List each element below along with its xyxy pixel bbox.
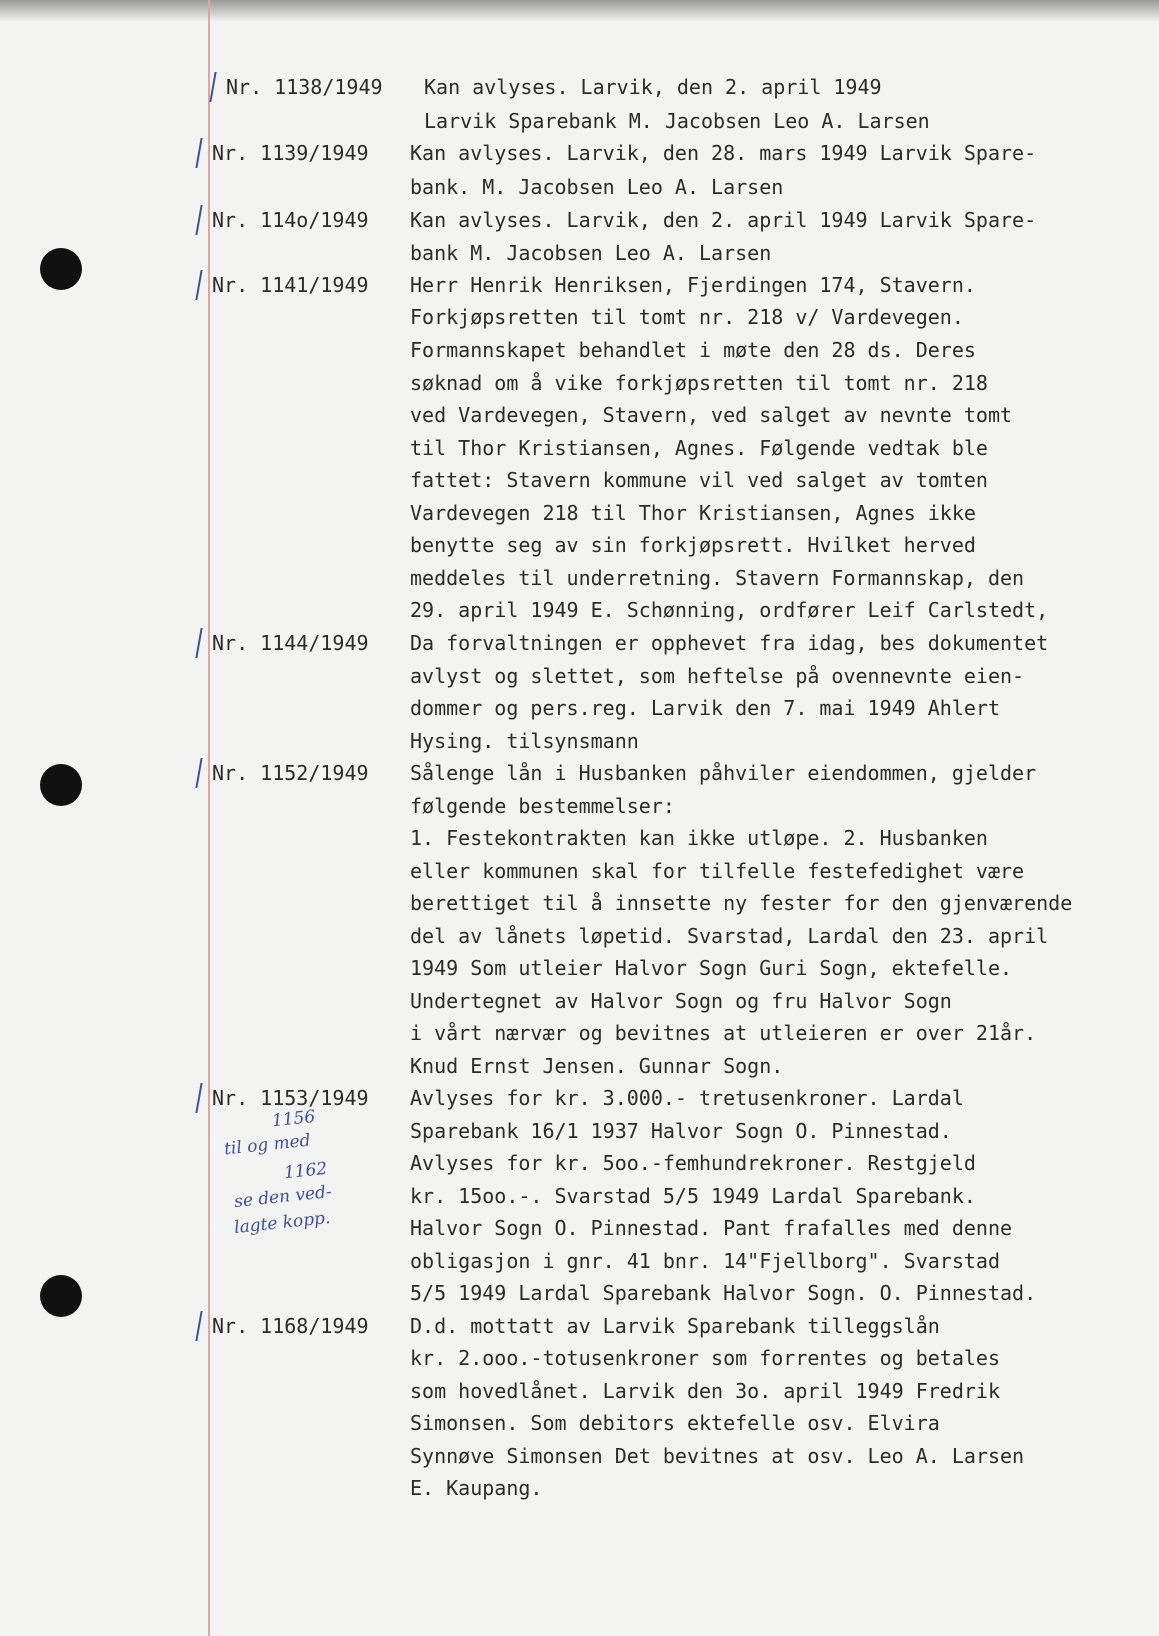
entry-number: Nr. 1141/1949: [212, 273, 369, 297]
entry-text-line: 5/5 1949 Lardal Sparebank Halvor Sogn. O. Pinnestad.: [410, 1281, 1037, 1305]
entry-text-line: Forkjøpsretten til tomt nr. 218 v/ Vardevegen.: [410, 305, 964, 329]
entry-text-line: Sparebank 16/1 1937 Halvor Sogn O. Pinnestad.: [410, 1119, 952, 1143]
entry-text-line: til Thor Kristiansen, Agnes. Følgende vedtak ble: [410, 436, 988, 460]
entry-text-line: Da forvaltningen er opphevet fra idag, bes dokumentet: [410, 631, 1049, 655]
entry-text-line: berettiget til å innsette ny fester for den gjenværende: [410, 891, 1073, 915]
entry-text-line: Knud Ernst Jensen. Gunnar Sogn.: [410, 1054, 784, 1078]
entry-text-line: Kan avlyses. Larvik, den 2. april 1949: [424, 75, 882, 99]
entry-text-line: benytte seg av sin forkjøpsrett. Hvilket herved: [410, 533, 976, 557]
entry-text-line: eller kommunen skal for tilfelle festefedighet være: [410, 859, 1025, 883]
margin-note-line: se den ved-: [233, 1181, 333, 1213]
page-edge-shadow: [0, 0, 1159, 22]
entry-text-line: 29. april 1949 E. Schønning, ordfører Leif Carlstedt,: [410, 598, 1049, 622]
entry-text-line: bank M. Jacobsen Leo A. Larsen: [410, 241, 772, 265]
entry-text-line: som hovedlånet. Larvik den 3o. april 1949 Fredrik: [410, 1379, 1001, 1403]
entry-number: Nr. 1153/1949: [212, 1086, 369, 1110]
entry-text-line: Undertegnet av Halvor Sogn og fru Halvor Sogn: [410, 989, 952, 1013]
entry-text-line: dommer og pers.reg. Larvik den 7. mai 1949 Ahlert: [410, 696, 1001, 720]
entry-number: Nr. 1139/1949: [212, 141, 369, 165]
entry-text-line: 1949 Som utleier Halvor Sogn Guri Sogn, ektefelle.: [410, 956, 1013, 980]
entry-text-line: følgende bestemmelser:: [410, 794, 675, 818]
entry-text-line: kr. 2.ooo.-totusenkroner som forrentes og betales: [410, 1346, 1001, 1370]
entry-text-line: Avlyses for kr. 5oo.-femhundrekroner. Restgjeld: [410, 1151, 976, 1175]
entry-text-line: avlyst og slettet, som heftelse på ovennevnte eien-: [410, 664, 1025, 688]
entry-text-line: Kan avlyses. Larvik, den 28. mars 1949 Larvik Spare-: [410, 141, 1037, 165]
entry-text-line: fattet: Stavern kommune vil ved salget av tomten: [410, 468, 988, 492]
entry-text-line: kr. 15oo.-. Svarstad 5/5 1949 Lardal Sparebank.: [410, 1184, 976, 1208]
entry-text-line: Avlyses for kr. 3.000.- tretusenkroner. Lardal: [410, 1086, 964, 1110]
entry-text-line: Kan avlyses. Larvik, den 2. april 1949 Larvik Spare-: [410, 208, 1037, 232]
entry-text-line: i vårt nærvær og bevitnes at utleieren er over 21år.: [410, 1021, 1037, 1045]
entry-text-line: Halvor Sogn O. Pinnestad. Pant frafalles med denne: [410, 1216, 1013, 1240]
entry-text-line: Synnøve Simonsen Det bevitnes at osv. Leo A. Larsen: [410, 1444, 1025, 1468]
entry-number: Nr. 114o/1949: [212, 208, 369, 232]
entry-text-line: Larvik Sparebank M. Jacobsen Leo A. Larsen: [424, 109, 930, 133]
entry-text-line: Hysing. tilsynsmann: [410, 729, 639, 753]
entry-text-line: obligasjon i gnr. 41 bnr. 14"Fjellborg". Svarstad: [410, 1249, 1001, 1273]
entry-text-line: del av lånets løpetid. Svarstad, Lardal den 23. april: [410, 924, 1049, 948]
entry-number: Nr. 1138/1949: [226, 75, 383, 99]
punch-hole: [40, 248, 82, 290]
entry-text-line: Herr Henrik Henriksen, Fjerdingen 174, Stavern.: [410, 273, 976, 297]
entry-number: Nr. 1152/1949: [212, 761, 369, 785]
entry-text-line: Formannskapet behandlet i møte den 28 ds. Deres: [410, 338, 976, 362]
entry-number: Nr. 1144/1949: [212, 631, 369, 655]
punch-hole: [40, 1275, 82, 1317]
entry-text-line: meddeles til underretning. Stavern Formannskap, den: [410, 566, 1025, 590]
entry-text-line: Vardevegen 218 til Thor Kristiansen, Agnes ikke: [410, 501, 976, 525]
entry-text-line: Sålenge lån i Husbanken påhviler eiendommen, gjelder: [410, 761, 1037, 785]
entry-text-line: 1. Festekontrakten kan ikke utløpe. 2. Husbanken: [410, 826, 988, 850]
margin-note-line: 1162: [283, 1158, 329, 1184]
margin-rule: [208, 0, 210, 1636]
margin-note-line: til og med: [223, 1130, 312, 1160]
entry-text-line: søknad om å vike forkjøpsretten til tomt nr. 218: [410, 371, 988, 395]
entry-text-line: E. Kaupang.: [410, 1476, 543, 1500]
entry-text-line: ved Vardevegen, Stavern, ved salget av nevnte tomt: [410, 403, 1013, 427]
entry-text-line: bank. M. Jacobsen Leo A. Larsen: [410, 175, 784, 199]
entry-number: Nr. 1168/1949: [212, 1314, 369, 1338]
entry-text-line: Simonsen. Som debitors ektefelle osv. Elvira: [410, 1411, 940, 1435]
margin-note-line: 1156: [271, 1106, 317, 1132]
punch-hole: [40, 764, 82, 806]
margin-note-line: lagte kopp.: [233, 1208, 332, 1238]
entry-text-line: D.d. mottatt av Larvik Sparebank tilleggslån: [410, 1314, 940, 1338]
